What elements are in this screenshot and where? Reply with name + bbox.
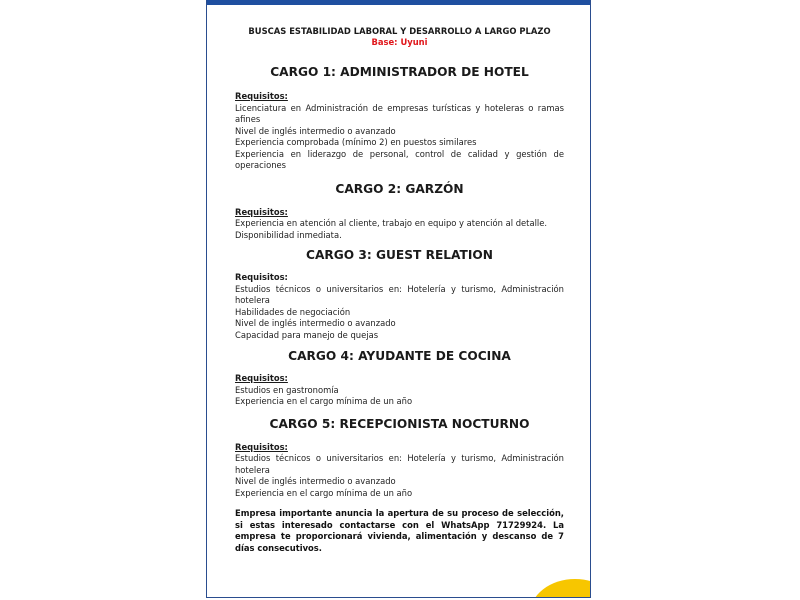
cargo-1-requirement: Experiencia en liderazgo de personal, control de calidad y gestión de operaciones <box>235 148 564 170</box>
cargo-3-requirement: Capacidad para manejo de quejas <box>235 329 379 340</box>
cargo-5-requirements-label: Requisitos: <box>235 441 288 452</box>
corner-decoration <box>530 579 591 598</box>
cargo-4-title: CARGO 4: AYUDANTE DE COCINA <box>288 349 511 363</box>
cargo-1-requirement: Experiencia comprobada (mínimo 2) en puestos similares <box>235 137 477 147</box>
cargo-2-requirement: Disponibilidad inmediata. <box>235 229 342 240</box>
cargo-4-requirement: Estudios en gastronomía <box>235 384 339 395</box>
top-accent-bar <box>207 0 590 5</box>
cargo-4-requirement: Experiencia en el cargo mínima de un año <box>235 396 413 406</box>
cargo-2-requirements-label: Requisitos: <box>235 206 288 217</box>
cargo-3-title: CARGO 3: GUEST RELATION <box>306 248 493 262</box>
cargo-1-title: CARGO 1: ADMINISTRADOR DE HOTEL <box>270 65 529 79</box>
cargo-3-requirement: Habilidades de negociación <box>235 306 351 317</box>
closing-paragraph: Empresa importante anuncia la apertura de su proceso de selección, si estas interesado contactarse con el WhatsApp 71729924. La empresa te proporcionará vivienda, alimentación y descanso de 7 días consecutivos. <box>235 508 564 553</box>
cargo-2-requirement: Experiencia en atención al cliente, trabajo en equipo y atención al detalle. <box>235 218 548 228</box>
cargo-3-requirement: Nivel de inglés intermedio o avanzado <box>235 318 396 328</box>
posting-content <box>235 26 564 554</box>
cargo-1-requirements-label: Requisitos: <box>235 91 288 101</box>
cargo-5-requirement: Estudios técnicos o universitarios en: Hotelería y turismo, Administración hotelera <box>235 453 564 475</box>
cargo-5-title: CARGO 5: RECEPCIONISTA NOCTURNO <box>269 416 530 431</box>
cargo-5-requirement: Nivel de inglés intermedio o avanzado <box>235 476 396 486</box>
cargo-3-requirement: Estudios técnicos o universitarios en: Hotelería y turismo, Administración hotelera <box>235 283 564 305</box>
cargo-1-requirement: Licenciatura en Administración de empresas turísticas y hoteleras o ramas afines <box>235 102 564 124</box>
cargo-3-requirements-label: Requisitos: <box>235 272 288 282</box>
job-posting-page <box>206 0 591 598</box>
headline: BUSCAS ESTABILIDAD LABORAL Y DESARROLLO A LARGO PLAZO <box>248 26 551 36</box>
cargo-4-requirements-label: Requisitos: <box>235 373 288 383</box>
cargo-2-title: CARGO 2: GARZÓN <box>335 181 464 196</box>
base-location: Base: Uyuni <box>371 37 428 47</box>
cargo-5-requirement: Experiencia en el cargo mínima de un año <box>235 487 413 498</box>
cargo-1-requirement: Nivel de inglés intermedio o avanzado <box>235 125 396 136</box>
